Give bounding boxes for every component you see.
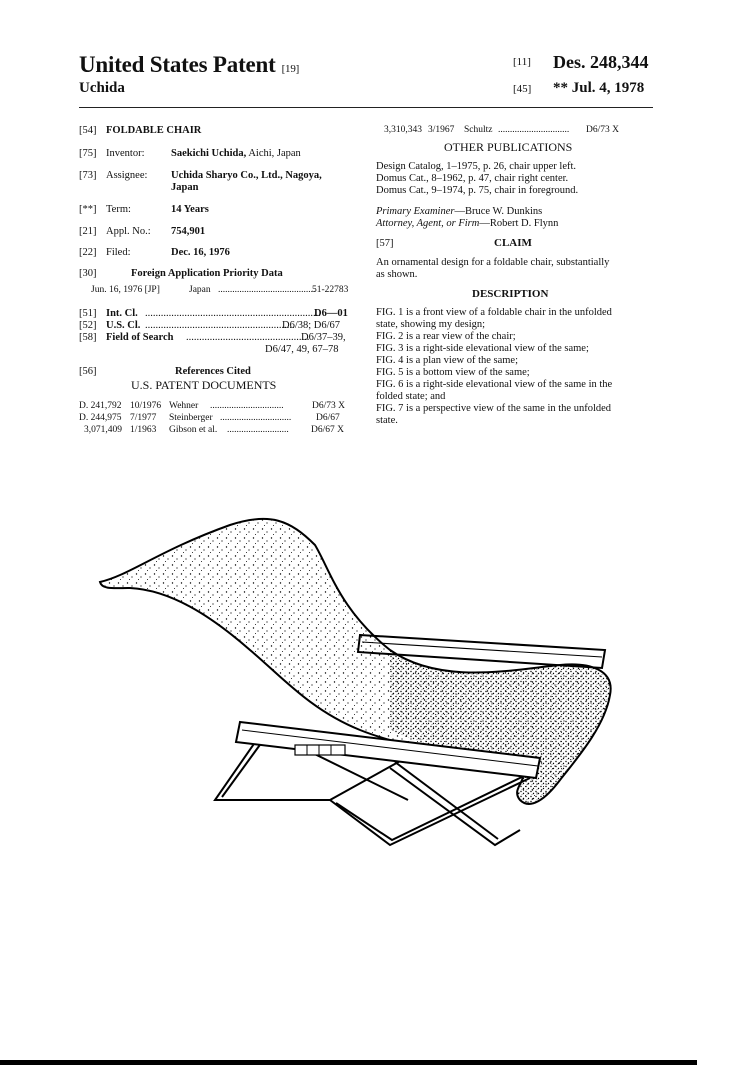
publication-line: Design Catalog, 1–1975, p. 26, chair upper left. — [376, 161, 577, 172]
us-patent-docs-title: U.S. PATENT DOCUMENTS — [131, 378, 277, 392]
claim-title: CLAIM — [494, 237, 532, 249]
description-line: FIG. 3 is a right-side elevational view of the same; — [376, 343, 589, 354]
patent-date: ** Jul. 4, 1978 — [553, 80, 645, 96]
design-title: FOLDABLE CHAIR — [106, 125, 202, 136]
inventor-value — [171, 147, 301, 160]
us-cl-label: U.S. Cl. — [106, 320, 141, 331]
foreign-number: 51-22783 — [312, 285, 349, 295]
ref-number: 3,310,343 — [384, 125, 422, 135]
inventor-label: Inventor: — [106, 148, 145, 159]
ref-date: 3/1967 — [428, 125, 455, 135]
ref-number: D. 244,975 — [79, 413, 122, 423]
examiner-name: —Bruce W. Dunkins — [454, 206, 543, 217]
code-term: [**] — [79, 204, 97, 215]
patent-number-code: [11] — [513, 56, 531, 68]
filed-label: Filed: — [106, 247, 131, 258]
publication-line: Domus Cat., 8–1962, p. 47, chair right center. — [376, 173, 569, 184]
description-line: FIG. 6 is a right-side elevational view of the same in the — [376, 379, 613, 390]
other-publications-title: OTHER PUBLICATIONS — [444, 140, 573, 154]
dot-leader: .............................. — [220, 413, 292, 423]
inventor-name: Saekichi Uchida, — [171, 148, 247, 159]
foreign-country: Japan — [189, 285, 211, 295]
code-56: [56] — [79, 366, 97, 377]
reference-row — [84, 424, 344, 437]
dot-leader: ............................................... — [186, 332, 310, 343]
patent-title — [79, 52, 299, 78]
code-57: [57] — [376, 238, 394, 249]
code-54: [54] — [79, 125, 97, 136]
attorney — [376, 217, 558, 230]
description-title: DESCRIPTION — [472, 288, 549, 300]
ref-name: Wehner — [169, 401, 199, 411]
dot-leader: ......................................... — [218, 285, 316, 295]
field-search-value1: D6/37–39, — [301, 332, 346, 343]
description-line: FIG. 1 is a front view of a foldable chair in the unfolded — [376, 307, 612, 318]
patent-number: Des. 248,344 — [553, 52, 649, 72]
dot-leader: ............................... — [210, 401, 284, 411]
code-21: [21] — [79, 226, 97, 237]
header-rule — [79, 107, 653, 108]
code-52: [52] — [79, 320, 97, 331]
term-label: Term: — [106, 204, 131, 215]
claim-line: An ornamental design for a foldable chair, substantially — [376, 257, 610, 268]
ref-class: D6/67 X — [311, 425, 344, 435]
assignee-label: Assignee: — [106, 170, 148, 181]
page-bottom-rule — [0, 1060, 697, 1065]
dot-leader: ......................................................... — [145, 320, 295, 331]
dot-leader: .......................... — [227, 425, 289, 435]
foldable-chair-drawing-icon — [90, 500, 620, 855]
ref-class: D6/73 X — [586, 125, 619, 135]
code-73: [73] — [79, 170, 97, 181]
attorney-name: —Robert D. Flynn — [479, 218, 559, 229]
ref-date: 7/1977 — [130, 413, 157, 423]
appl-label: Appl. No.: — [106, 226, 151, 237]
dot-leader: ................................................................... — [145, 308, 321, 319]
inventor-surname: Uchida — [79, 80, 125, 96]
assignee-line1: Uchida Sharyo Co., Ltd., Nagoya, — [171, 170, 322, 181]
ref-date: 1/1963 — [130, 425, 157, 435]
code-58: [58] — [79, 332, 97, 343]
foreign-priority-title: Foreign Application Priority Data — [131, 268, 283, 279]
foreign-date: Jun. 16, 1976 [JP] — [91, 285, 160, 295]
code-22: [22] — [79, 247, 97, 258]
ref-name: Schultz — [464, 125, 493, 135]
term-value: 14 Years — [171, 204, 209, 215]
dot-leader: .............................. — [498, 125, 570, 135]
description-line: FIG. 5 is a bottom view of the same; — [376, 367, 530, 378]
description-line: FIG. 2 is a rear view of the chair; — [376, 331, 516, 342]
int-cl-label: Int. Cl. — [106, 308, 138, 319]
ref-class: D6/73 X — [312, 401, 345, 411]
ref-number: D. 241,792 — [79, 401, 122, 411]
publication-line: Domus Cat., 9–1974, p. 75, chair in foreground. — [376, 185, 579, 196]
title-code: [19] — [281, 63, 300, 75]
references-title: References Cited — [175, 366, 251, 377]
claim-line: as shown. — [376, 269, 418, 280]
ref-name: Steinberger — [169, 413, 213, 423]
examiner-label: Primary Examiner — [376, 206, 455, 217]
attorney-label: Attorney, Agent, or Firm — [376, 218, 480, 229]
ref-class: D6/67 — [316, 413, 340, 423]
filed-value: Dec. 16, 1976 — [171, 247, 230, 258]
ref-name: Gibson et al. — [169, 425, 218, 435]
reference-row — [384, 124, 619, 137]
assignee-line2: Japan — [171, 182, 199, 193]
description-line: FIG. 4 is a plan view of the same; — [376, 355, 519, 366]
code-51: [51] — [79, 308, 97, 319]
ref-number: 3,071,409 — [84, 425, 122, 435]
ref-date: 10/1976 — [130, 401, 162, 411]
date-code: [45] — [513, 83, 532, 95]
description-line: folded state; and — [376, 391, 446, 402]
title-text: United States Patent — [79, 52, 276, 77]
code-30: [30] — [79, 268, 97, 279]
field-search-value2: D6/47, 49, 67–78 — [265, 344, 339, 355]
description-line: state, showing my design; — [376, 319, 486, 330]
description-line: FIG. 7 is a perspective view of the same in the unfolded — [376, 403, 612, 414]
int-cl-value: D6—01 — [314, 308, 348, 319]
inventor-location: Aichi, Japan — [248, 148, 301, 159]
description-line: state. — [376, 415, 398, 426]
code-75: [75] — [79, 148, 97, 159]
field-search-label: Field of Search — [106, 332, 174, 343]
appl-value: 754,901 — [171, 226, 206, 237]
us-cl-value: D6/38; D6/67 — [282, 320, 341, 331]
